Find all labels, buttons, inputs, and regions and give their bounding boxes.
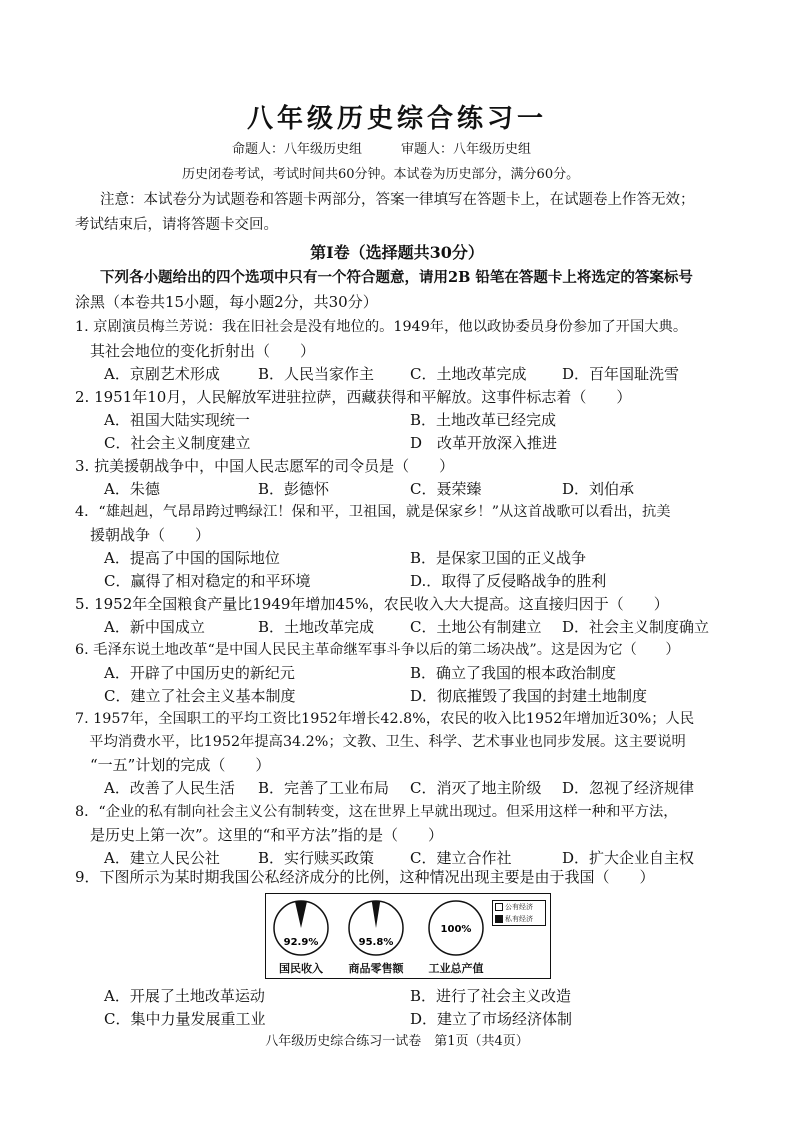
question-8-stem-2: 是历史上第一次”。这里的“和平方法”指的是（ ） bbox=[75, 826, 444, 844]
q6-option-a: A．开辟了中国历史的新纪元 bbox=[104, 664, 295, 682]
q9-option-d: D．建立了市场经济体制 bbox=[410, 1010, 573, 1028]
instruction-line-2: 涂黑（本卷共15小题，每小题2分，共30分） bbox=[75, 293, 378, 311]
q5-option-c: C．土地公有制建立 bbox=[410, 618, 542, 636]
notice-line-1: 注意：本试卷分为试题卷和答题卡两部分，答案一律填写在答题卡上，在试题卷上作答无效； bbox=[100, 192, 695, 208]
q6-option-c: C．建立了社会主义基本制度 bbox=[104, 687, 296, 705]
question-4-stem-2: 援朝战争（ ） bbox=[75, 526, 211, 544]
q9-option-b: B．进行了社会主义改造 bbox=[410, 987, 572, 1005]
section-title: 第Ⅰ卷（选择题共30分） bbox=[310, 243, 484, 262]
question-9-stem: 9．下图所示为某时期我国公私经济成分的比例，这种情况出现主要是由于我国（ ） bbox=[75, 868, 655, 886]
pie-1-value-label: 92.9% bbox=[283, 937, 319, 948]
public-private-economy-chart bbox=[265, 893, 551, 979]
q1-option-b: B．人民当家作主 bbox=[258, 365, 375, 383]
q3-option-a: A．朱德 bbox=[104, 480, 160, 498]
q2-option-c: C．社会主义制度建立 bbox=[104, 434, 251, 452]
pie-2-category-label: 商品零售额 bbox=[348, 962, 404, 975]
q5-option-b: B．土地改革完成 bbox=[258, 618, 375, 636]
q6-option-d: D．彻底摧毁了我国的封建土地制度 bbox=[410, 687, 648, 705]
q7-option-c: C．消灭了地主阶级 bbox=[410, 779, 542, 797]
q8-option-b: B．实行赎买政策 bbox=[258, 849, 375, 867]
q3-option-b: B．彭德怀 bbox=[258, 480, 330, 498]
page-footer: 八年级历史综合练习一试卷 第1页（共4页） bbox=[265, 1034, 529, 1049]
q8-option-d: D．扩大企业自主权 bbox=[562, 849, 695, 867]
q3-option-d: D．刘伯承 bbox=[562, 480, 635, 498]
q1-option-d: D．百年国耻洗雪 bbox=[562, 365, 680, 383]
q4-option-b: B．是保家卫国的正义战争 bbox=[410, 549, 587, 567]
instruction-line-1: 下列各小题给出的四个选项中只有一个符合题意，请用2B 铅笔在答题卡上将选定的答案标号 bbox=[100, 269, 693, 286]
question-7-stem-1: 7. 1957年，全国职工的平均工资比1952年增长42.8%，农民的收入比1952年增加近30%；人民 bbox=[75, 711, 695, 727]
q4-option-d: D.．取得了反侵略战争的胜利 bbox=[410, 572, 607, 590]
notice-line-2: 考试结束后，请将答题卡交回。 bbox=[75, 217, 278, 233]
q5-option-d: D．社会主义制度确立 bbox=[562, 618, 710, 636]
legend-label-private: 私有经济 bbox=[505, 915, 533, 923]
q7-option-d: D．忽视了经济规律 bbox=[562, 779, 695, 797]
pie-1-category-label: 国民收入 bbox=[279, 962, 323, 975]
pie-2 bbox=[345, 897, 407, 959]
pie-3-category-label: 工业总产值 bbox=[428, 962, 484, 975]
pie-1 bbox=[270, 897, 332, 959]
q4-option-c: C．赢得了相对稳定的和平环境 bbox=[104, 572, 311, 590]
page-title: 八年级历史综合练习一 bbox=[246, 104, 547, 134]
authors-line: 命题人：八年级历史组 审题人：八年级历史组 bbox=[232, 142, 532, 157]
question-6-stem: 6. 毛泽东说土地改革“是中国人民民主革命继军事斗争以后的第二场决战”。这是因为它（ ） bbox=[75, 642, 680, 658]
question-4-stem-1: 4．“雄赳赳，气昂昂跨过鸭绿江！保和平，卫祖国，就是保家乡！”从这首战歌可以看出，抗美 bbox=[75, 504, 671, 520]
question-3-stem: 3. 抗美援朝战争中，中国人民志愿军的司令员是（ ） bbox=[75, 457, 455, 475]
pie-2-value-label: 95.8% bbox=[358, 937, 394, 948]
q2-option-b: B．土地改革已经完成 bbox=[410, 411, 557, 429]
q7-option-b: B．完善了工业布局 bbox=[258, 779, 390, 797]
question-5-stem: 5. 1952年全国粮食产量比1949年增加45%，农民收入大大提高。这直接归因于（ ） bbox=[75, 595, 669, 613]
q9-option-a: A．开展了土地改革运动 bbox=[104, 987, 265, 1005]
q9-option-c: C．集中力量发展重工业 bbox=[104, 1010, 266, 1028]
question-1-stem-1: 1. 京剧演员梅兰芳说：我在旧社会是没有地位的。1949年，他以政协委员身份参加了开国大典。 bbox=[75, 319, 688, 335]
chart-legend bbox=[492, 900, 546, 926]
question-1-stem-2: 其社会地位的变化折射出（ ） bbox=[75, 342, 316, 360]
question-7-stem-3: “一五”计划的完成（ ） bbox=[75, 756, 271, 774]
q1-option-c: C．土地改革完成 bbox=[410, 365, 527, 383]
question-8-stem-1: 8．“企业的私有制向社会主义公有制转变，这在世界上早就出现过。但采用这样一种和平方法， bbox=[75, 804, 678, 820]
q2-option-d: D 改革开放深入推进 bbox=[410, 434, 558, 452]
q8-option-c: C．建立合作社 bbox=[410, 849, 512, 867]
pie-3 bbox=[425, 897, 487, 959]
question-2-stem: 2. 1951年10月，人民解放军进驻拉萨，西藏获得和平解放。这事件标志着（ ） bbox=[75, 388, 632, 406]
q7-option-a: A．改善了人民生活 bbox=[104, 779, 235, 797]
q3-option-c: C．聂荣臻 bbox=[410, 480, 482, 498]
legend-swatch-private bbox=[495, 915, 503, 923]
q1-option-a: A．京剧艺术形成 bbox=[104, 365, 220, 383]
q2-option-a: A．祖国大陆实现统一 bbox=[104, 411, 250, 429]
q4-option-a: A．提高了中国的国际地位 bbox=[104, 549, 280, 567]
q8-option-a: A．建立人民公社 bbox=[104, 849, 220, 867]
q5-option-a: A．新中国成立 bbox=[104, 618, 205, 636]
legend-swatch-public bbox=[495, 903, 503, 911]
q6-option-b: B．确立了我国的根本政治制度 bbox=[410, 664, 617, 682]
legend-label-public: 公有经济 bbox=[505, 903, 533, 911]
exam-info: 历史闭卷考试，考试时间共60分钟。本试卷为历史部分，满分60分。 bbox=[182, 167, 580, 182]
question-7-stem-2: 平均消费水平，比1952年提高34.2%；文教、卫生、科学、艺术事业也同步发展。这主要说明 bbox=[75, 734, 686, 750]
pie-3-value-label: 100% bbox=[440, 924, 472, 935]
